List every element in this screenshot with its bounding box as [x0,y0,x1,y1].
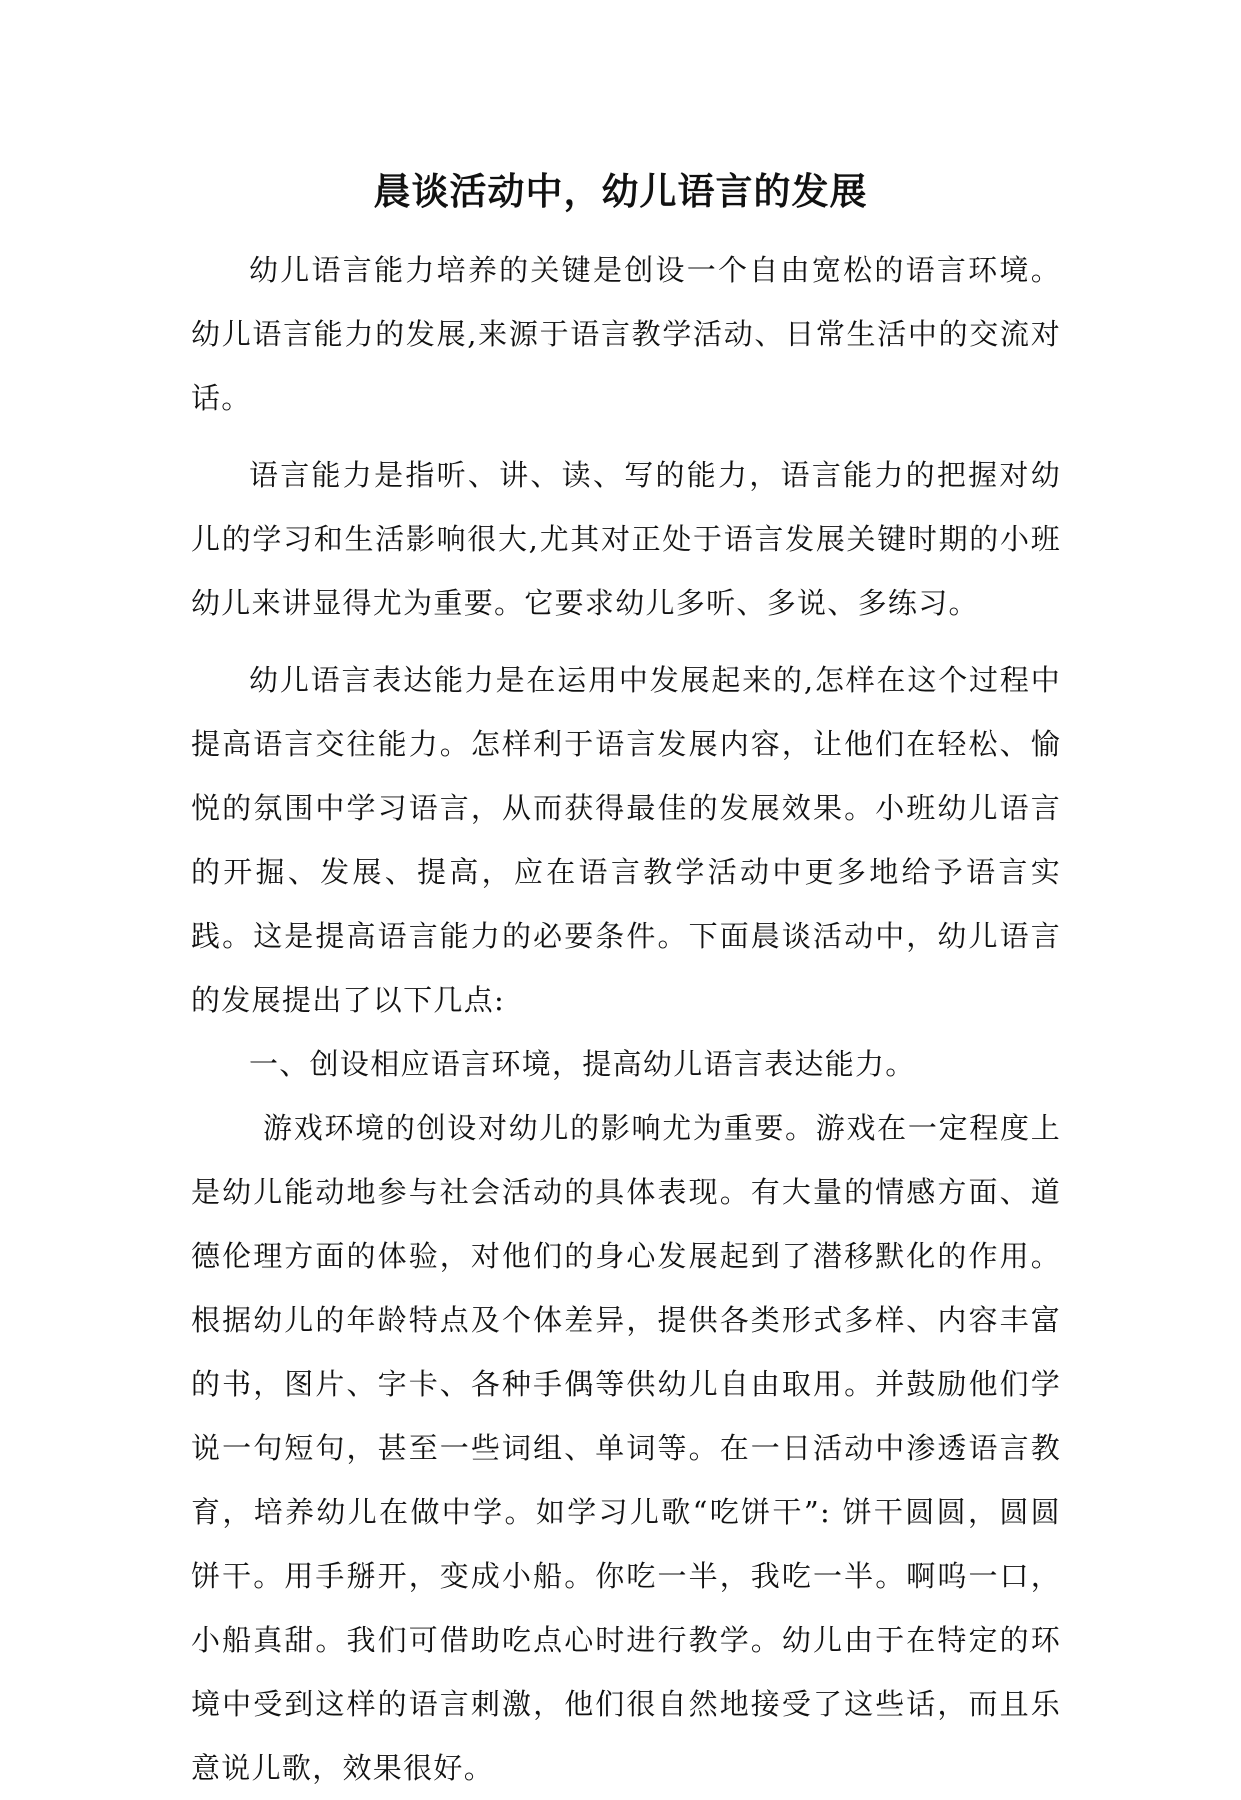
paragraph-expression-ability: 幼儿语言表达能力是在运用中发展起来的,怎样在这个过程中提高语言交往能力。怎样利于语言发展内容，让他们在轻松、愉悦的氛围中学习语言，从而获得最佳的发展效果。小班幼儿语言的开掘、发展、提高，应在语言教学活动中更多地给予语言实践。这是提高语言能力的必要条件。下面晨谈活动中，幼儿语言的发展提出了以下几点: [191,663,1061,1017]
document-body [191,238,1061,1800]
paragraph-intro: 幼儿语言能力培养的关键是创设一个自由宽松的语言环境。幼儿语言能力的发展,来源于语言教学活动、日常生活中的交流对话。 [191,253,1061,415]
section-heading-one: 一、创设相应语言环境，提高幼儿语言表达能力。 [249,1047,916,1081]
document-title: 晨谈活动中，幼儿语言的发展 [373,169,868,213]
paragraph-language-ability: 语言能力是指听、讲、读、写的能力，语言能力的把握对幼儿的学习和生活影响很大,尤其对正处于语言发展关键时期的小班幼儿来讲显得尤为重要。它要求幼儿多听、多说、多练习。 [191,458,1061,620]
paragraph-game-environment: 游戏环境的创设对幼儿的影响尤为重要。游戏在一定程度上是幼儿能动地参与社会活动的具体表现。有大量的情感方面、道德伦理方面的体验，对他们的身心发展起到了潜移默化的作用。根据幼儿的年龄特点及个体差异，提供各类形式多样、内容丰富的书，图片、字卡、各种手偶等供幼儿自由取用。并鼓励他们学说一句短句，甚至一些词组、单词等。在一日活动中渗透语言教育，培养幼儿在做中学。如学习儿歌“吃饼干”: 饼干圆圆，圆圆饼干。用手掰开，变成小船。你吃一半，我吃一半。啊呜一口，小船真甜。我们可借助吃点心时进行教学。幼儿由于在特定的环境中受到这样的语言刺激，他们很自然地接受了这些话，而且乐意说儿歌，效果很好。 [191,1111,1061,1785]
